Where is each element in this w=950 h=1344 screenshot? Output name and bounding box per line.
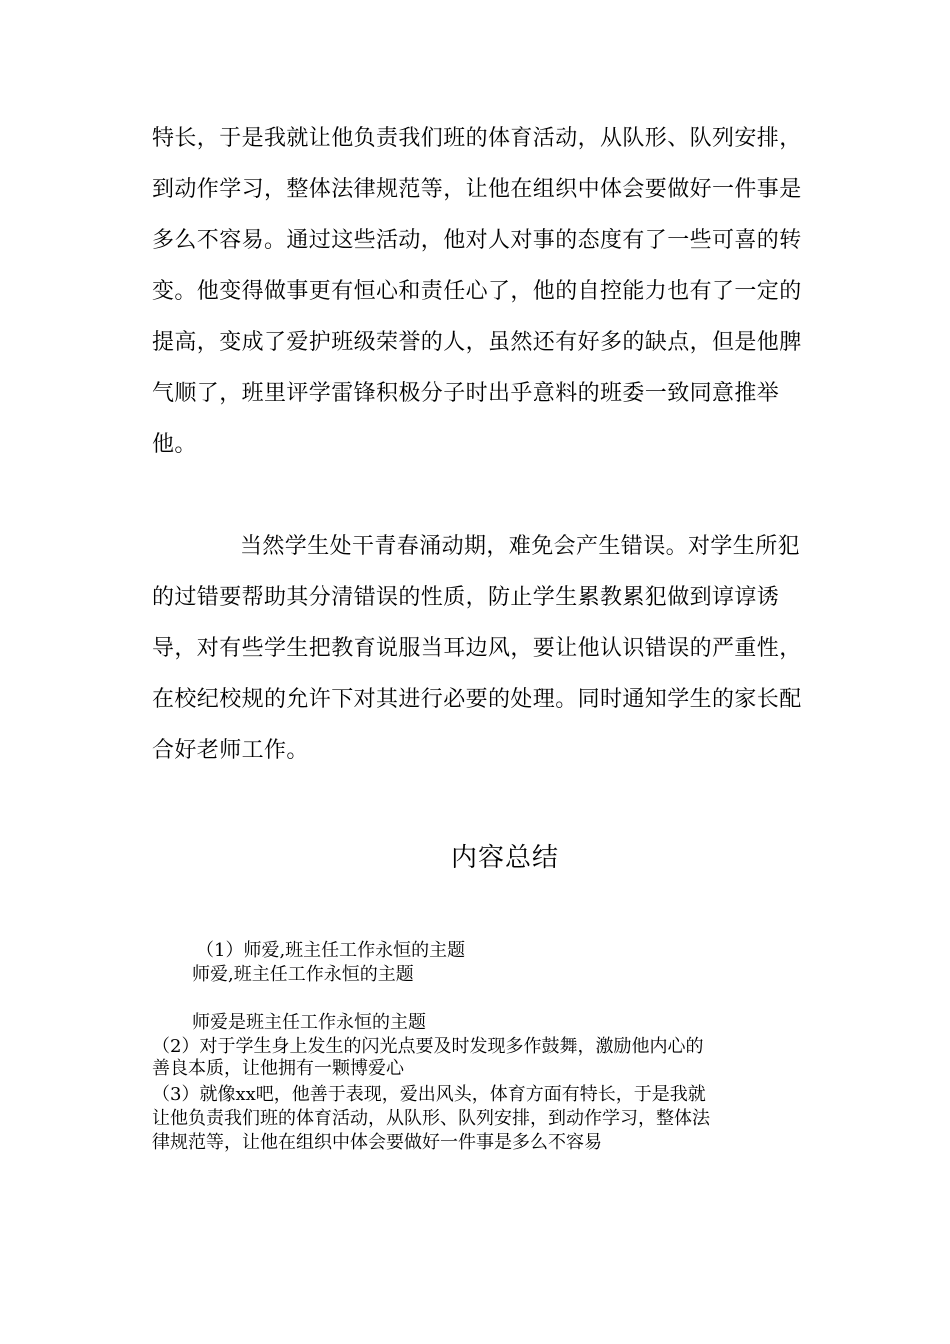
- paragraph-line: 在校纪校规的允许下对其进行必要的处理。同时通知学生的家长配: [152, 687, 802, 712]
- summary-item: 师爱,班主任工作永恒的主题: [192, 964, 414, 985]
- paragraph-line: 多么不容易。通过这些活动，他对人对事的态度有了一些可喜的转: [152, 228, 802, 253]
- paragraph-line: 到动作学习，整体法律规范等，让他在组织中体会要做好一件事是: [152, 177, 802, 202]
- summary-item: 善良本质，让他拥有一颗博爱心: [152, 1058, 404, 1079]
- summary-item: 律规范等，让他在组织中体会要做好一件事是多么不容易: [152, 1132, 602, 1153]
- paragraph-line: 气顺了，班里评学雷锋积极分子时出乎意料的班委一致同意推举: [152, 381, 780, 406]
- paragraph-line: 变。他变得做事更有恒心和责任心了，他的自控能力也有了一定的: [152, 279, 802, 304]
- paragraph-line: 提高，变成了爱护班级荣誉的人，虽然还有好多的缺点，但是他脾: [152, 330, 802, 355]
- paragraph-line: 合好老师工作。: [152, 738, 309, 763]
- summary-item: 让他负责我们班的体育活动，从队形、队列安排，到动作学习，整体法: [152, 1108, 710, 1129]
- summary-item: （3）就像xx吧，他善于表现，爱出风头，体育方面有特长，于是我就: [152, 1084, 706, 1105]
- paragraph-line: 的过错要帮助其分清错误的性质，防止学生累教累犯做到谆谆诱: [152, 585, 780, 610]
- paragraph-line: 当然学生处干青春涌动期，难免会产生错误。对学生所犯: [240, 534, 801, 559]
- summary-item: 师爱是班主任工作永恒的主题: [192, 1012, 426, 1033]
- summary-item: （2）对于学生身上发生的闪光点要及时发现多作鼓舞，激励他内心的: [152, 1036, 704, 1057]
- paragraph-line: 特长，于是我就让他负责我们班的体育活动，从队形、队列安排，: [152, 126, 802, 151]
- paragraph-line: 他。: [152, 432, 197, 457]
- summary-title: 内容总结: [450, 843, 559, 873]
- paragraph-line: 导，对有些学生把教育说服当耳边风，要让他认识错误的严重性，: [152, 636, 802, 661]
- summary-item: （1）师爱,班主任工作永恒的主题: [196, 940, 466, 961]
